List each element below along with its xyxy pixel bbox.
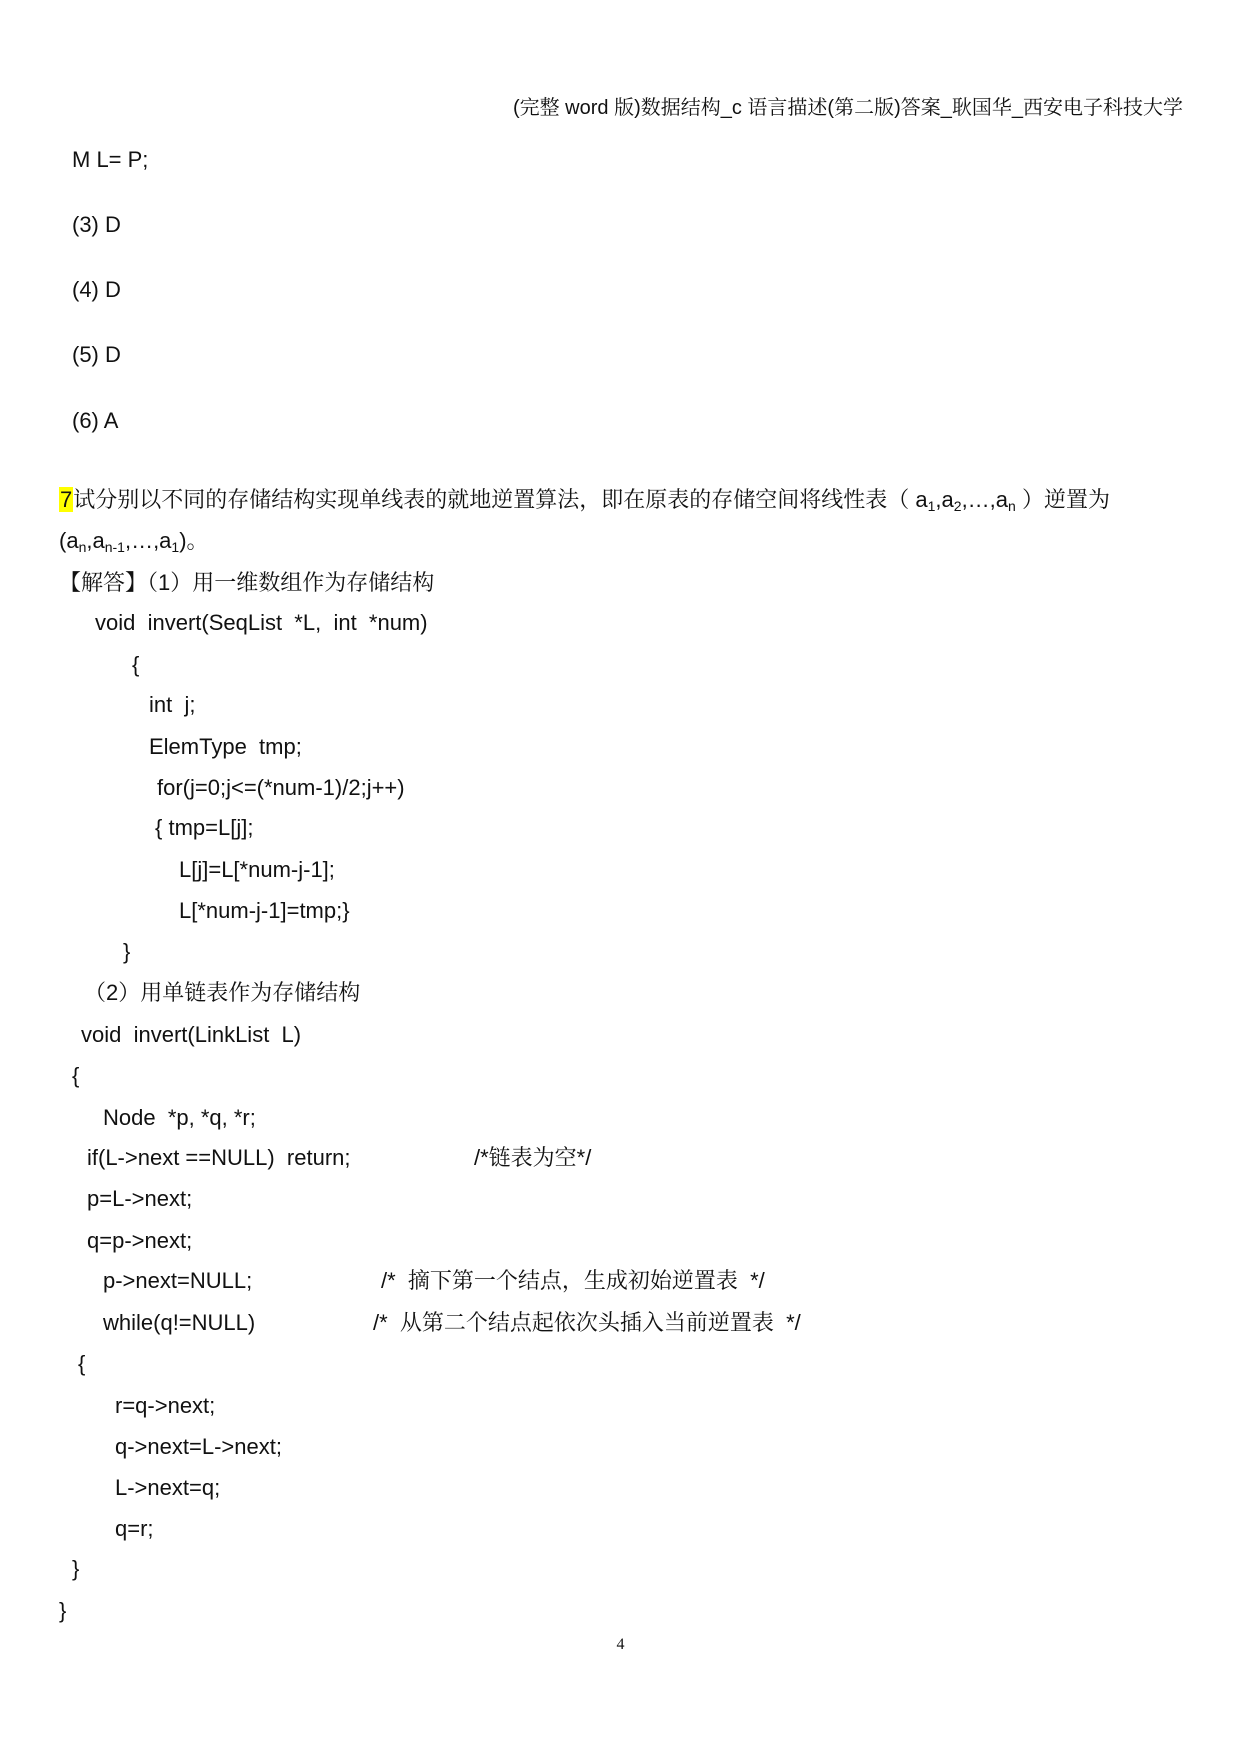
code-line: Node *p, *q, *r; (103, 1105, 256, 1130)
code-comment: /*链表为空*/ (474, 1145, 592, 1170)
question-number-highlight: 7 (60, 487, 73, 512)
answer-item: (6) A (72, 408, 119, 433)
code-line: { (78, 1351, 86, 1376)
code-line: for(j=0;j<=(*num-1)/2;j++) (157, 775, 405, 800)
subscript: n (1008, 498, 1016, 514)
code-line: } (123, 939, 131, 964)
question-text: ,a (935, 487, 954, 512)
subscript: 2 (953, 498, 962, 514)
code-line: { tmp=L[j]; (155, 815, 254, 840)
code-line: L[*num-j-1]=tmp;} (179, 898, 350, 923)
code-line: { (132, 652, 140, 677)
question-text: ,…,a (124, 528, 172, 553)
page-number: 4 (616, 1636, 625, 1653)
question-text: ）逆置为 (1015, 487, 1110, 512)
subscript: n (78, 539, 87, 555)
question-line-2 (59, 526, 209, 556)
code-line: ElemType tmp; (149, 734, 302, 759)
code-line: } (72, 1556, 80, 1581)
code-line: r=q->next; (115, 1393, 216, 1418)
code-comment: /* 从第二个结点起依次头插入当前逆置表 */ (373, 1310, 801, 1335)
code-line: void invert(LinkList L) (81, 1022, 302, 1047)
page-header: (完整 word 版)数据结构_c 语言描述(第二版)答案_耿国华_西安电子科技大学 (512, 97, 1183, 119)
code-line: q->next=L->next; (115, 1434, 282, 1459)
code-line: q=r; (115, 1516, 154, 1541)
question-line-1 (59, 485, 1110, 515)
subscript: 1 (171, 539, 180, 555)
answer-line: M L= P; (72, 147, 149, 172)
subscript: 1 (927, 498, 936, 514)
solution-heading: 【解答】（1）用一维数组作为存储结构 (59, 570, 435, 595)
subscript: n-1 (104, 539, 125, 555)
answer-item: (4) D (72, 277, 121, 302)
question-text: ,a (86, 528, 105, 553)
code-comment: /* 摘下第一个结点，生成初始逆置表 */ (381, 1268, 765, 1293)
code-line: } (59, 1598, 67, 1623)
code-line: while(q!=NULL) (103, 1310, 256, 1335)
question-text: 试分别以不同的存储结构实现单线表的就地逆置算法，即在原表的存储空间将线性表（ a (73, 487, 928, 512)
code-line: p=L->next; (87, 1186, 193, 1211)
question-text: (a (59, 528, 79, 553)
code-line: p->next=NULL; (103, 1268, 253, 1293)
answer-item: (3) D (72, 212, 121, 237)
code-line: q=p->next; (87, 1228, 193, 1253)
code-line: L->next=q; (115, 1475, 221, 1500)
question-text: )。 (179, 528, 209, 553)
question-text: ,…,a (961, 487, 1009, 512)
code-line: void invert(SeqList *L, int *num) (95, 610, 428, 635)
answer-item: (5) D (72, 342, 121, 367)
solution-heading-2: （2）用单链表作为存储结构 (84, 980, 361, 1005)
code-line: { (72, 1063, 80, 1088)
code-line: L[j]=L[*num-j-1]; (179, 857, 335, 882)
code-line: if(L->next ==NULL) return; (87, 1145, 351, 1170)
code-line: int j; (149, 692, 196, 717)
